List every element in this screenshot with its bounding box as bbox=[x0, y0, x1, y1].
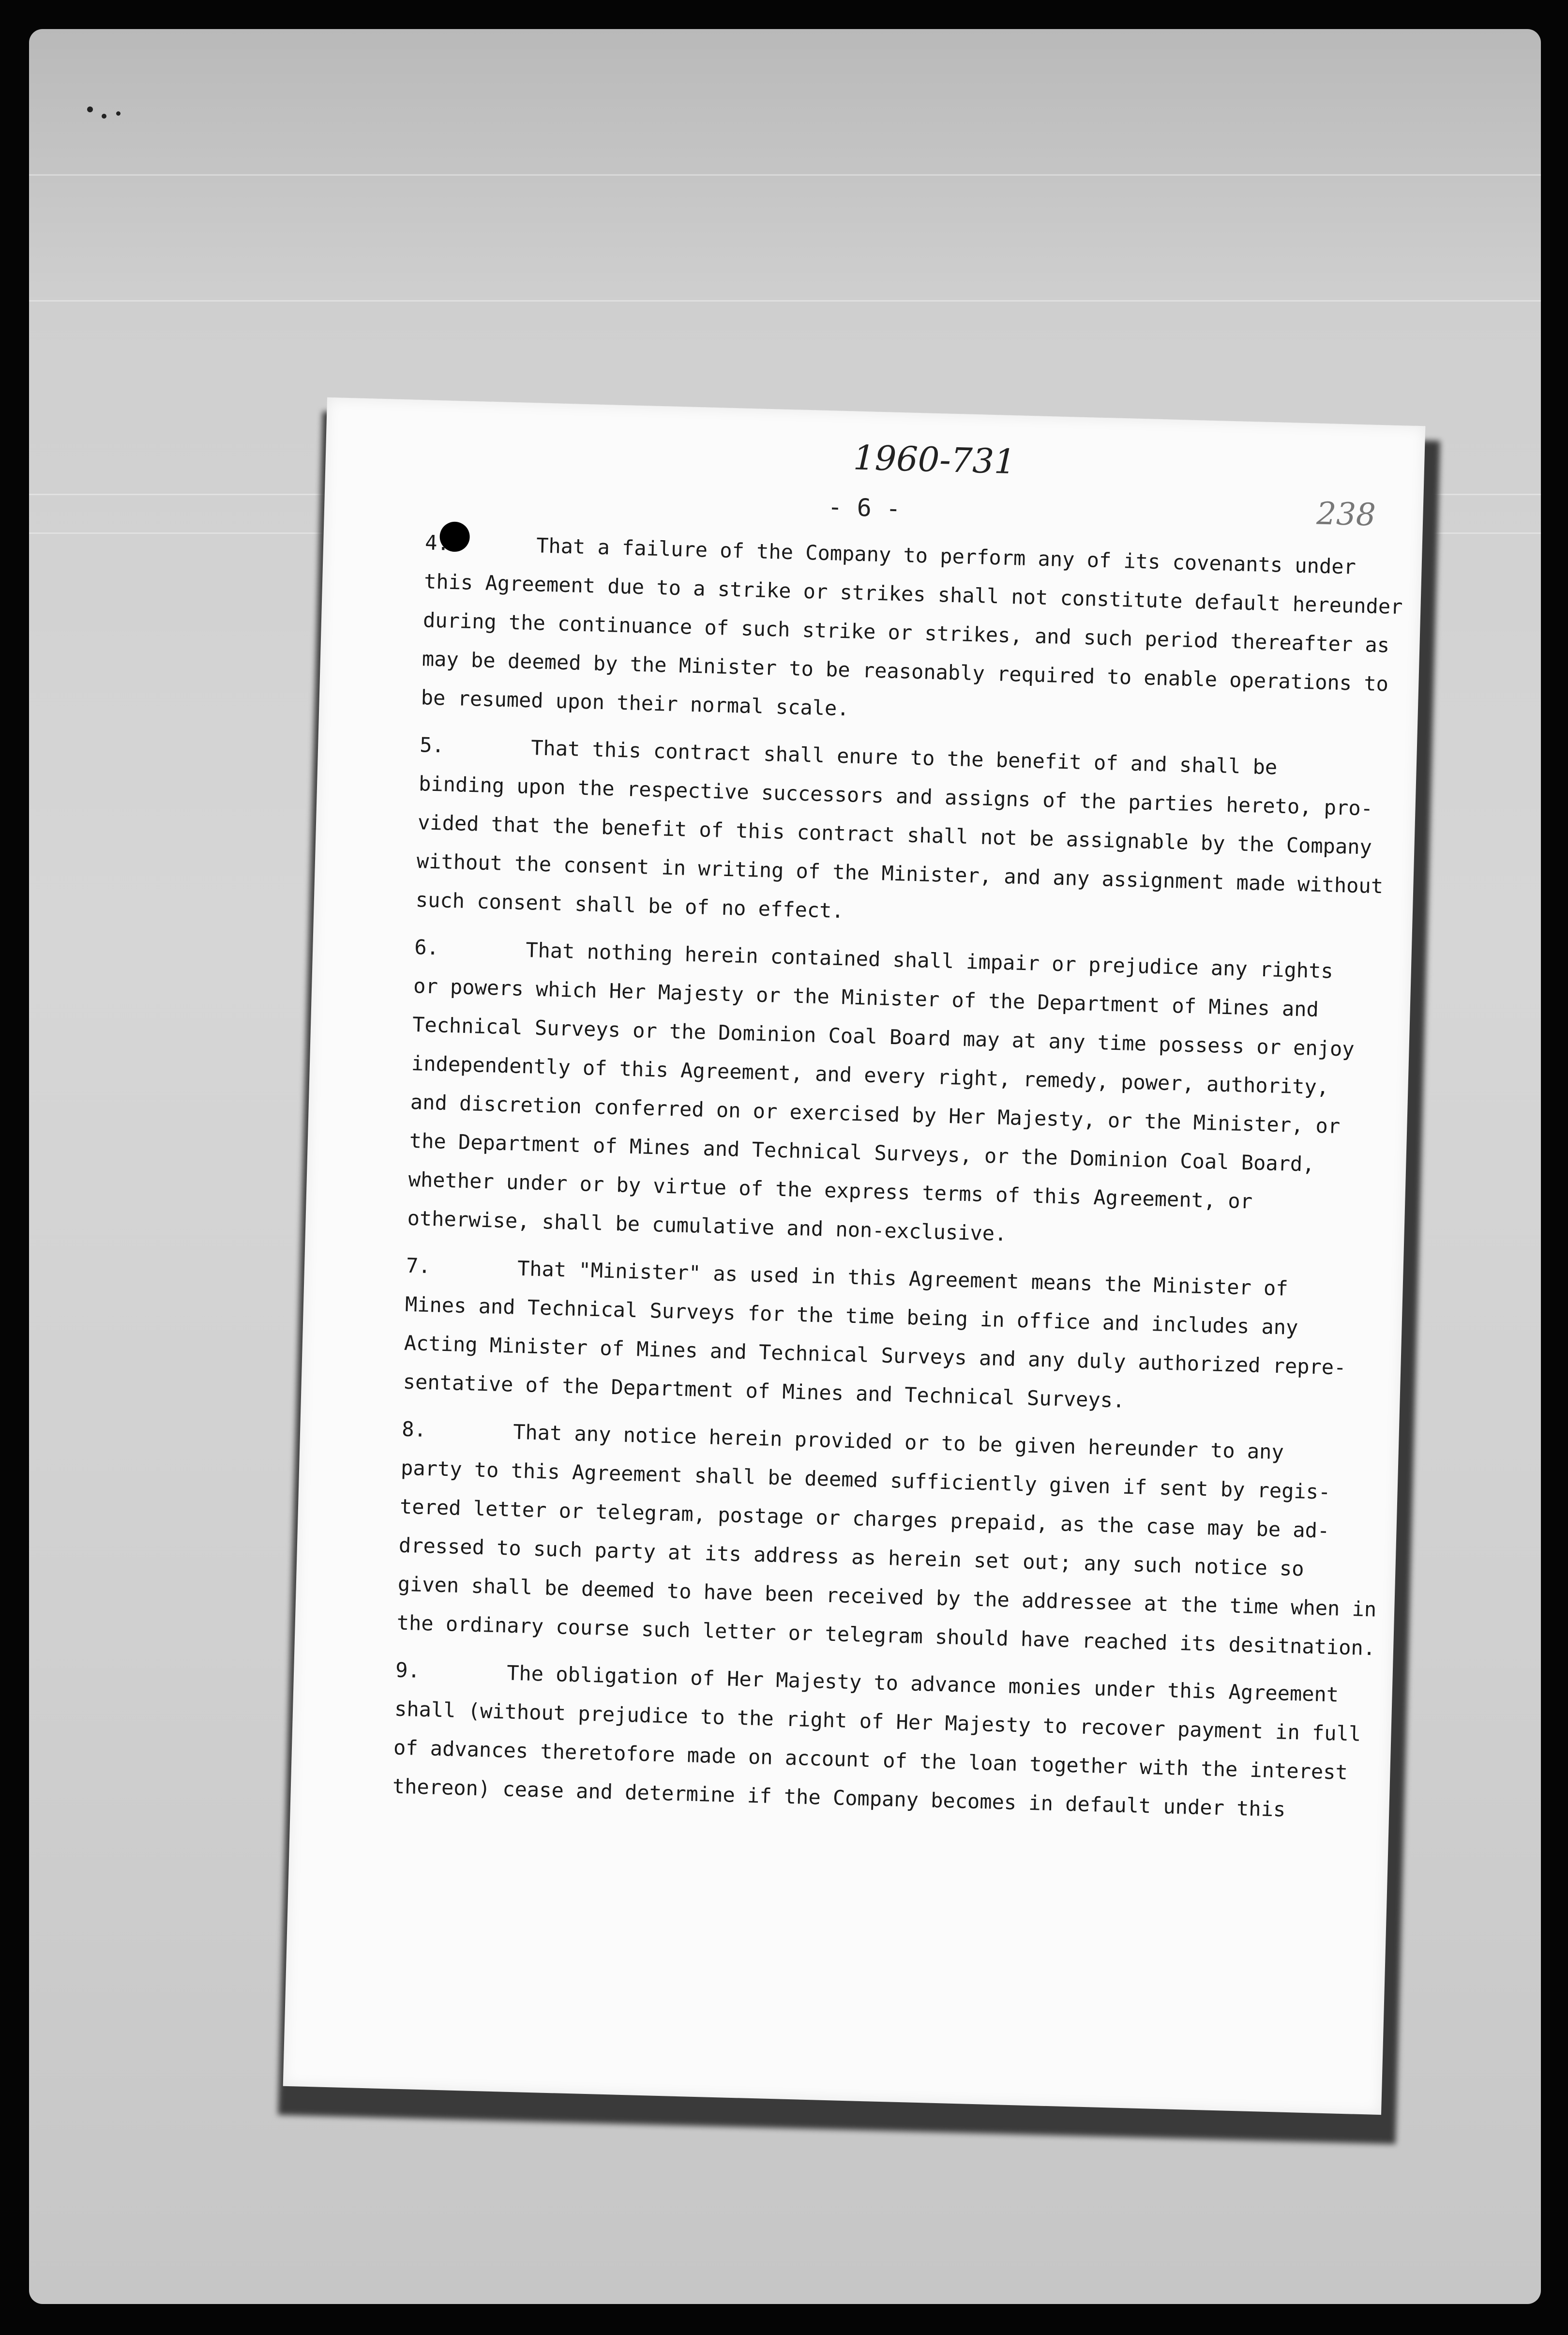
paragraph-text: That any notice herein provided or to be given hereunder to any bbox=[513, 1420, 1284, 1464]
paragraph-line: given shall be deemed to have been received by the addressee at the time when in bbox=[397, 1572, 1377, 1622]
paragraph-line: and discretion conferred on or exercised by Her Majesty, or the Minister, or bbox=[410, 1090, 1341, 1138]
paragraph-8 bbox=[396, 1410, 1377, 1666]
microfilm-background bbox=[29, 29, 1541, 2304]
paragraph-text: That this contract shall enure to the benefit of and shall be bbox=[530, 736, 1278, 779]
paragraph-line: during the continuance of such strike or strikes, and such period thereafter as bbox=[422, 608, 1390, 657]
paragraph-line: Technical Surveys or the Dominion Coal Board may at any time possess or enjoy bbox=[412, 1012, 1355, 1061]
paragraph-9 bbox=[392, 1651, 1361, 1829]
document-body bbox=[392, 523, 1403, 1838]
paragraph-line: this Agreement due to a strike or strikes shall not constitute default hereunder bbox=[423, 569, 1403, 619]
paragraph-line: Mines and Technical Surveys for the time being in office and includes any bbox=[405, 1292, 1298, 1340]
paragraph-number: 4. bbox=[424, 531, 450, 555]
paragraph-line: the ordinary course such letter or telegram should have reached its desitnation. bbox=[396, 1610, 1376, 1660]
paragraph-number: 9. bbox=[395, 1658, 421, 1683]
paragraph-text: That a failure of the Company to perform any of its covenants under bbox=[536, 533, 1357, 579]
handwritten-reference: 1960-731 bbox=[853, 438, 1016, 482]
paragraph-text: That "Minister" as used in this Agreement means the Minister of bbox=[517, 1256, 1289, 1301]
film-speck bbox=[116, 111, 121, 116]
paragraph-line: Acting Minister of Mines and Technical Surveys and any duly authorized repre- bbox=[404, 1331, 1347, 1380]
corner-note: 238 bbox=[1316, 496, 1376, 533]
film-speck bbox=[102, 114, 106, 119]
paragraph-6 bbox=[407, 928, 1355, 1261]
paragraph-line: such consent shall be of no effect. bbox=[415, 888, 844, 923]
paragraph-line: of advances theretofore made on account of the loan together with the interest bbox=[393, 1735, 1348, 1785]
document-page bbox=[283, 397, 1426, 2115]
paragraph-line: sentative of the Department of Mines and Technical Surveys. bbox=[403, 1369, 1125, 1412]
paragraph-number: 5. bbox=[419, 733, 445, 758]
paragraph-line: binding upon the respective successors and assigns of the parties hereto, pro- bbox=[418, 772, 1373, 820]
paragraph-line: independently of this Agreement, and every right, remedy, power, authority, bbox=[411, 1051, 1329, 1099]
film-streak bbox=[29, 300, 1541, 302]
paragraph-text: The obligation of Her Majesty to advance monies under this Agreement bbox=[506, 1661, 1339, 1707]
paragraph-4 bbox=[421, 523, 1403, 741]
paragraph-line: vided that the benefit of this contract shall not be assignable by the Company bbox=[417, 810, 1372, 859]
paragraph-line: thereon) cease and determine if the Company becomes in default under this bbox=[392, 1774, 1286, 1821]
film-streak bbox=[29, 174, 1541, 176]
paragraph-line: shall (without prejudice to the right of Her Majesty to recover payment in full bbox=[394, 1697, 1361, 1746]
paragraph-line: may be deemed by the Minister to be reasonably required to enable operations to bbox=[422, 647, 1389, 696]
paragraph-5 bbox=[415, 726, 1384, 943]
page-number: - 6 - bbox=[827, 493, 901, 523]
paragraph-line: otherwise, shall be cumulative and non-exclusive. bbox=[407, 1206, 1007, 1246]
paragraph-line: without the consent in writing of the Minister, and any assignment made without bbox=[416, 849, 1384, 898]
paragraph-line: be resumed upon their normal scale. bbox=[421, 685, 850, 721]
paragraph-line: tered letter or telegram, postage or charges prepaid, as the case may be ad- bbox=[399, 1494, 1330, 1543]
paragraph-line: party to this Agreement shall be deemed sufficiently given if sent by regis- bbox=[400, 1456, 1331, 1504]
film-speck bbox=[87, 106, 93, 112]
paragraph-7 bbox=[403, 1246, 1347, 1425]
paragraph-number: 8. bbox=[401, 1417, 427, 1441]
paragraph-line: whether under or by virtue of the express terms of this Agreement, or bbox=[408, 1167, 1253, 1213]
paragraph-line: the Department of Mines and Technical Surveys, or the Dominion Coal Board, bbox=[409, 1128, 1315, 1176]
paragraph-number: 7. bbox=[406, 1253, 431, 1278]
paragraph-number: 6. bbox=[414, 935, 439, 960]
paragraph-line: dressed to such party at its address as herein set out; any such notice so bbox=[398, 1533, 1305, 1581]
paragraph-line: or powers which Her Majesty or the Minister of the Department of Mines and bbox=[413, 973, 1319, 1021]
paragraph-text: That nothing herein contained shall impair or prejudice any rights bbox=[525, 938, 1334, 983]
